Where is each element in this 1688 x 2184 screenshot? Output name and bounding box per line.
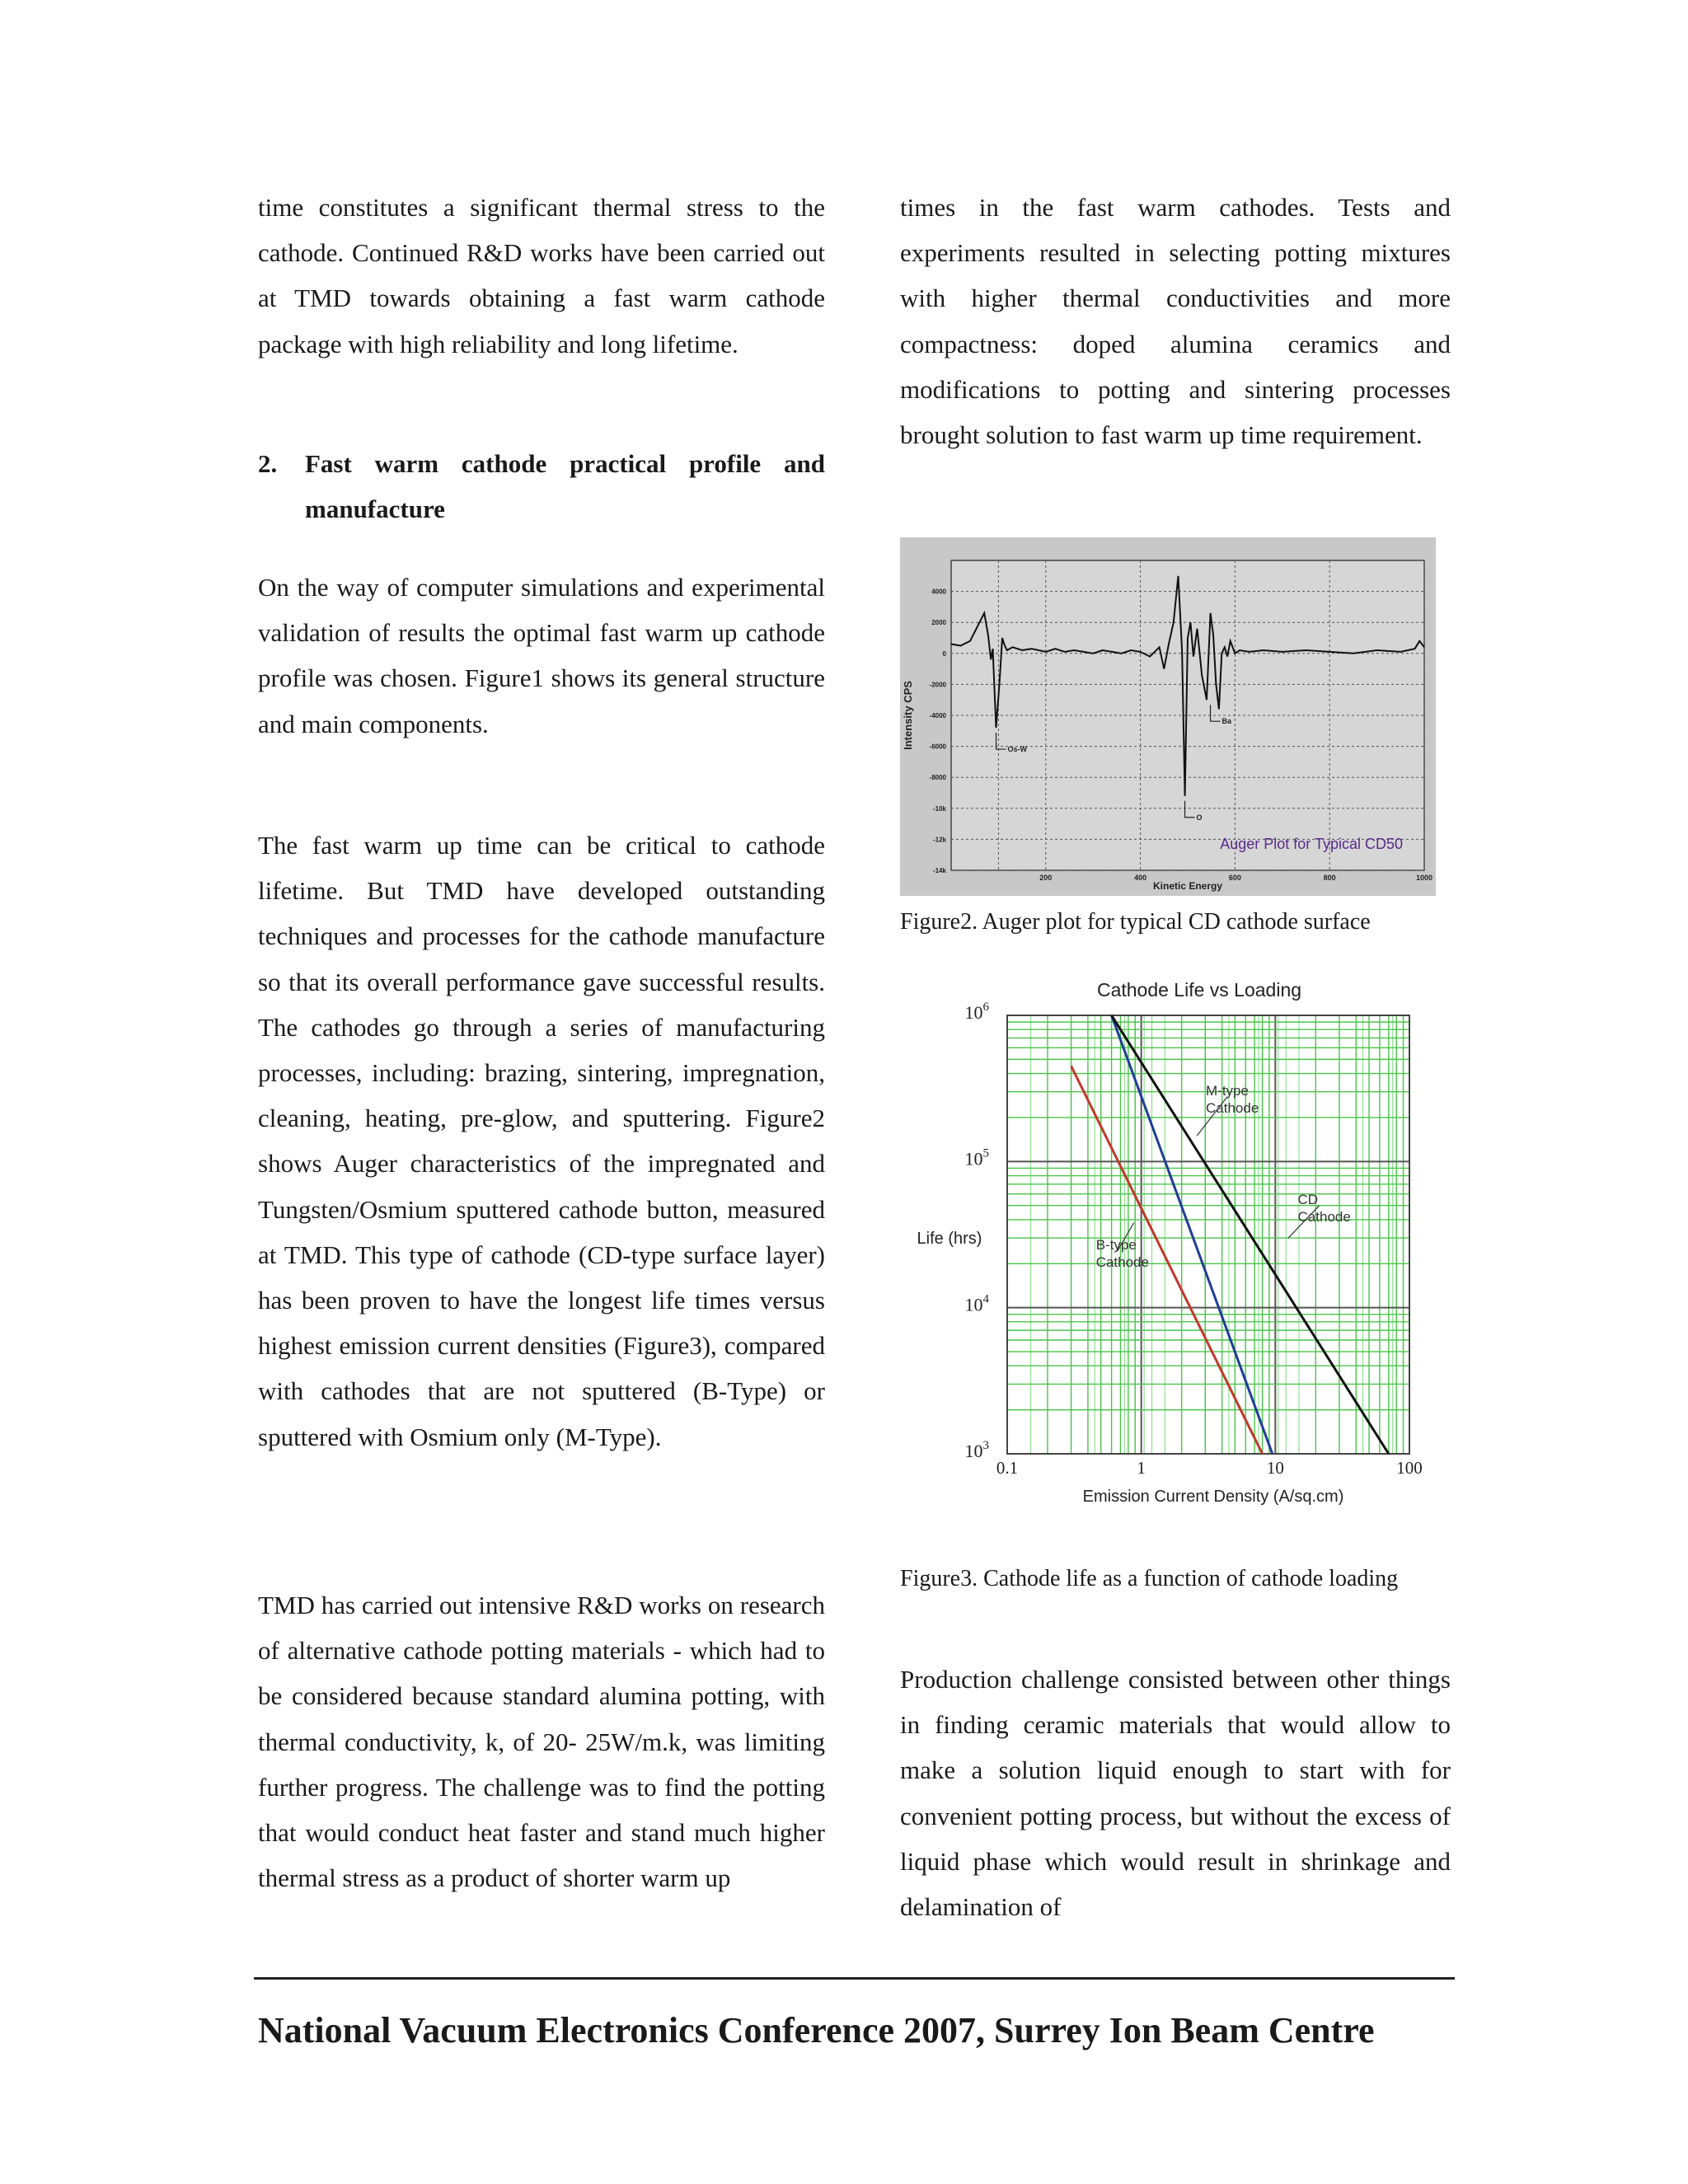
caption-text: Figure3. Cathode life as a function of cathode loading [900,1566,1399,1591]
x-tick-label: 800 [1323,874,1336,882]
paragraph-production [900,1657,1451,1929]
caption-text: Figure2. Auger plot for typical CD cathode surface [900,909,1371,935]
paragraph-text: TMD has carried out intensive R&D works on research of alternative cathode potting materials - which had to be considered because standard alumina potting, with thermal conductivity, k, of 20- 25W/m.k, was limiting further progress. The challenge was to find the potting that would conduct heat faster and stand much higher thermal stress as a product of shorter warm up [258,1591,825,1893]
annotation-label: Os-W [1007,745,1028,754]
y-tick-label: $10^3$ [964,1439,989,1461]
paragraph-text: time constitutes a significant thermal stress to the cathode. Continued R&D works have been carried out at TMD towards obtaining a fast warm cathode package with high reliability and long lifetime. [258,193,825,359]
y-tick-label: -14k [932,867,946,874]
paragraph-simulations [258,565,825,747]
y-tick-label: 2000 [931,619,946,627]
x-tick-label: 100 [1396,1458,1423,1478]
series-label-m-type: M-type [1206,1082,1249,1099]
figure2-caption [900,907,1451,938]
cathode-life-chart [900,956,1451,1516]
paragraph-text: The fast warm up time can be critical to cathode lifetime. But TMD have developed outstanding techniques and processes for the cathode manufacture so that its overall performance gave successful results. The cathodes go through a series of manufacturing processes, including: brazing, sintering, impregnation, cleaning, heating, pre-glow, and sputtering. Figure2 shows Auger characteristics of the impregnated and Tungsten/Osmium sputtered cathode button, measured at TMD. This type of cathode (CD-type surface layer) has been proven to have the longest life times versus highest emission current densities (Figure3), compared with cathodes that are not sputtered (B-Type) or sputtered with Osmium only (M-Type). [258,831,825,1451]
x-axis-label: Kinetic Energy [1152,880,1223,892]
y-axis-label: Life (hrs) [917,1230,982,1248]
y-tick-label: $10^6$ [964,1001,989,1023]
series-label-b-type: Cathode [1095,1254,1149,1270]
paragraph-warmup [258,823,825,1460]
x-tick-label: 200 [1039,874,1053,882]
series-lines [1071,1015,1389,1454]
y-tick-label: -12k [932,836,946,844]
section-heading [258,441,825,532]
x-tick-label: 600 [1228,874,1241,882]
auger-chart [900,537,1436,896]
y-tick-label: $10^4$ [964,1292,989,1315]
chart-title: Cathode Life vs Loading [1096,979,1302,1001]
x-tick-label: 1 [1137,1458,1146,1478]
series-labels [1096,1083,1351,1270]
x-tick-label: 1000 [1415,874,1433,882]
y-tick-label: -8000 [929,774,946,782]
figure3-caption [900,1563,1451,1595]
plot-border [1007,1015,1409,1454]
section-title: Fast warm cathode practical profile and manufacture [305,449,825,524]
chart-title: Auger Plot for Typical CD50 [1220,836,1403,852]
paragraph-text: Production challenge consisted between other things in finding ceramic materials that would allow to make a solution liquid enough to start with for convenient potting process, but without the excess of liquid phase which would result in shrinkage and delamination of [900,1665,1451,1922]
y-tick-label: -2000 [929,681,946,689]
y-tick-label: 0 [942,649,946,658]
y-tick-label: 4000 [931,588,946,596]
annotation-label: Ba [1221,717,1232,726]
series-label-b-type: B-type [1095,1236,1137,1253]
annotation-label: O [1196,813,1203,822]
figure2-auger-plot [900,537,1436,896]
x-tick-label: 10 [1266,1458,1284,1478]
footer-text: National Vacuum Electronics Conference 2007, Surrey Ion Beam Centre [258,2010,1375,2050]
gridlines [1007,1015,1409,1454]
paragraph-text: On the way of computer simulations and experimental validation of results the optimal fast warm up cathode profile was chosen. Figure1 shows its general structure and main components. [258,573,825,738]
x-tick-label: 0.1 [996,1458,1019,1478]
section-number: 2. [258,449,278,478]
paragraph-intro-continued [258,185,825,367]
series-label-m-type: Cathode [1206,1099,1259,1116]
y-tick-label: -10k [932,804,946,813]
footer-rule [254,1977,1455,1980]
x-axis-label: Emission Current Density (A/sq.cm) [1082,1488,1344,1506]
figure3-cathode-life-chart [900,956,1451,1516]
y-tick-label: $10^5$ [964,1146,989,1169]
x-tick-label: 400 [1134,874,1147,882]
y-tick-label: -6000 [929,743,946,751]
x-tick-labels [996,1458,1423,1478]
series-label-cd: CD [1297,1191,1319,1207]
y-tick-label: -4000 [929,712,946,719]
paragraph-continued [900,185,1451,457]
paragraph-text: times in the fast warm cathodes. Tests and experiments resulted in selecting potting mixtures with higher thermal conductivities and more compactness: doped alumina ceramics and modifications to potting and sintering processes brought solution to fast warm up time requirement. [900,193,1451,450]
y-axis-label: Intensity CPS [902,681,914,750]
paragraph-potting [258,1582,825,1900]
series-label-cd: Cathode [1297,1208,1351,1225]
